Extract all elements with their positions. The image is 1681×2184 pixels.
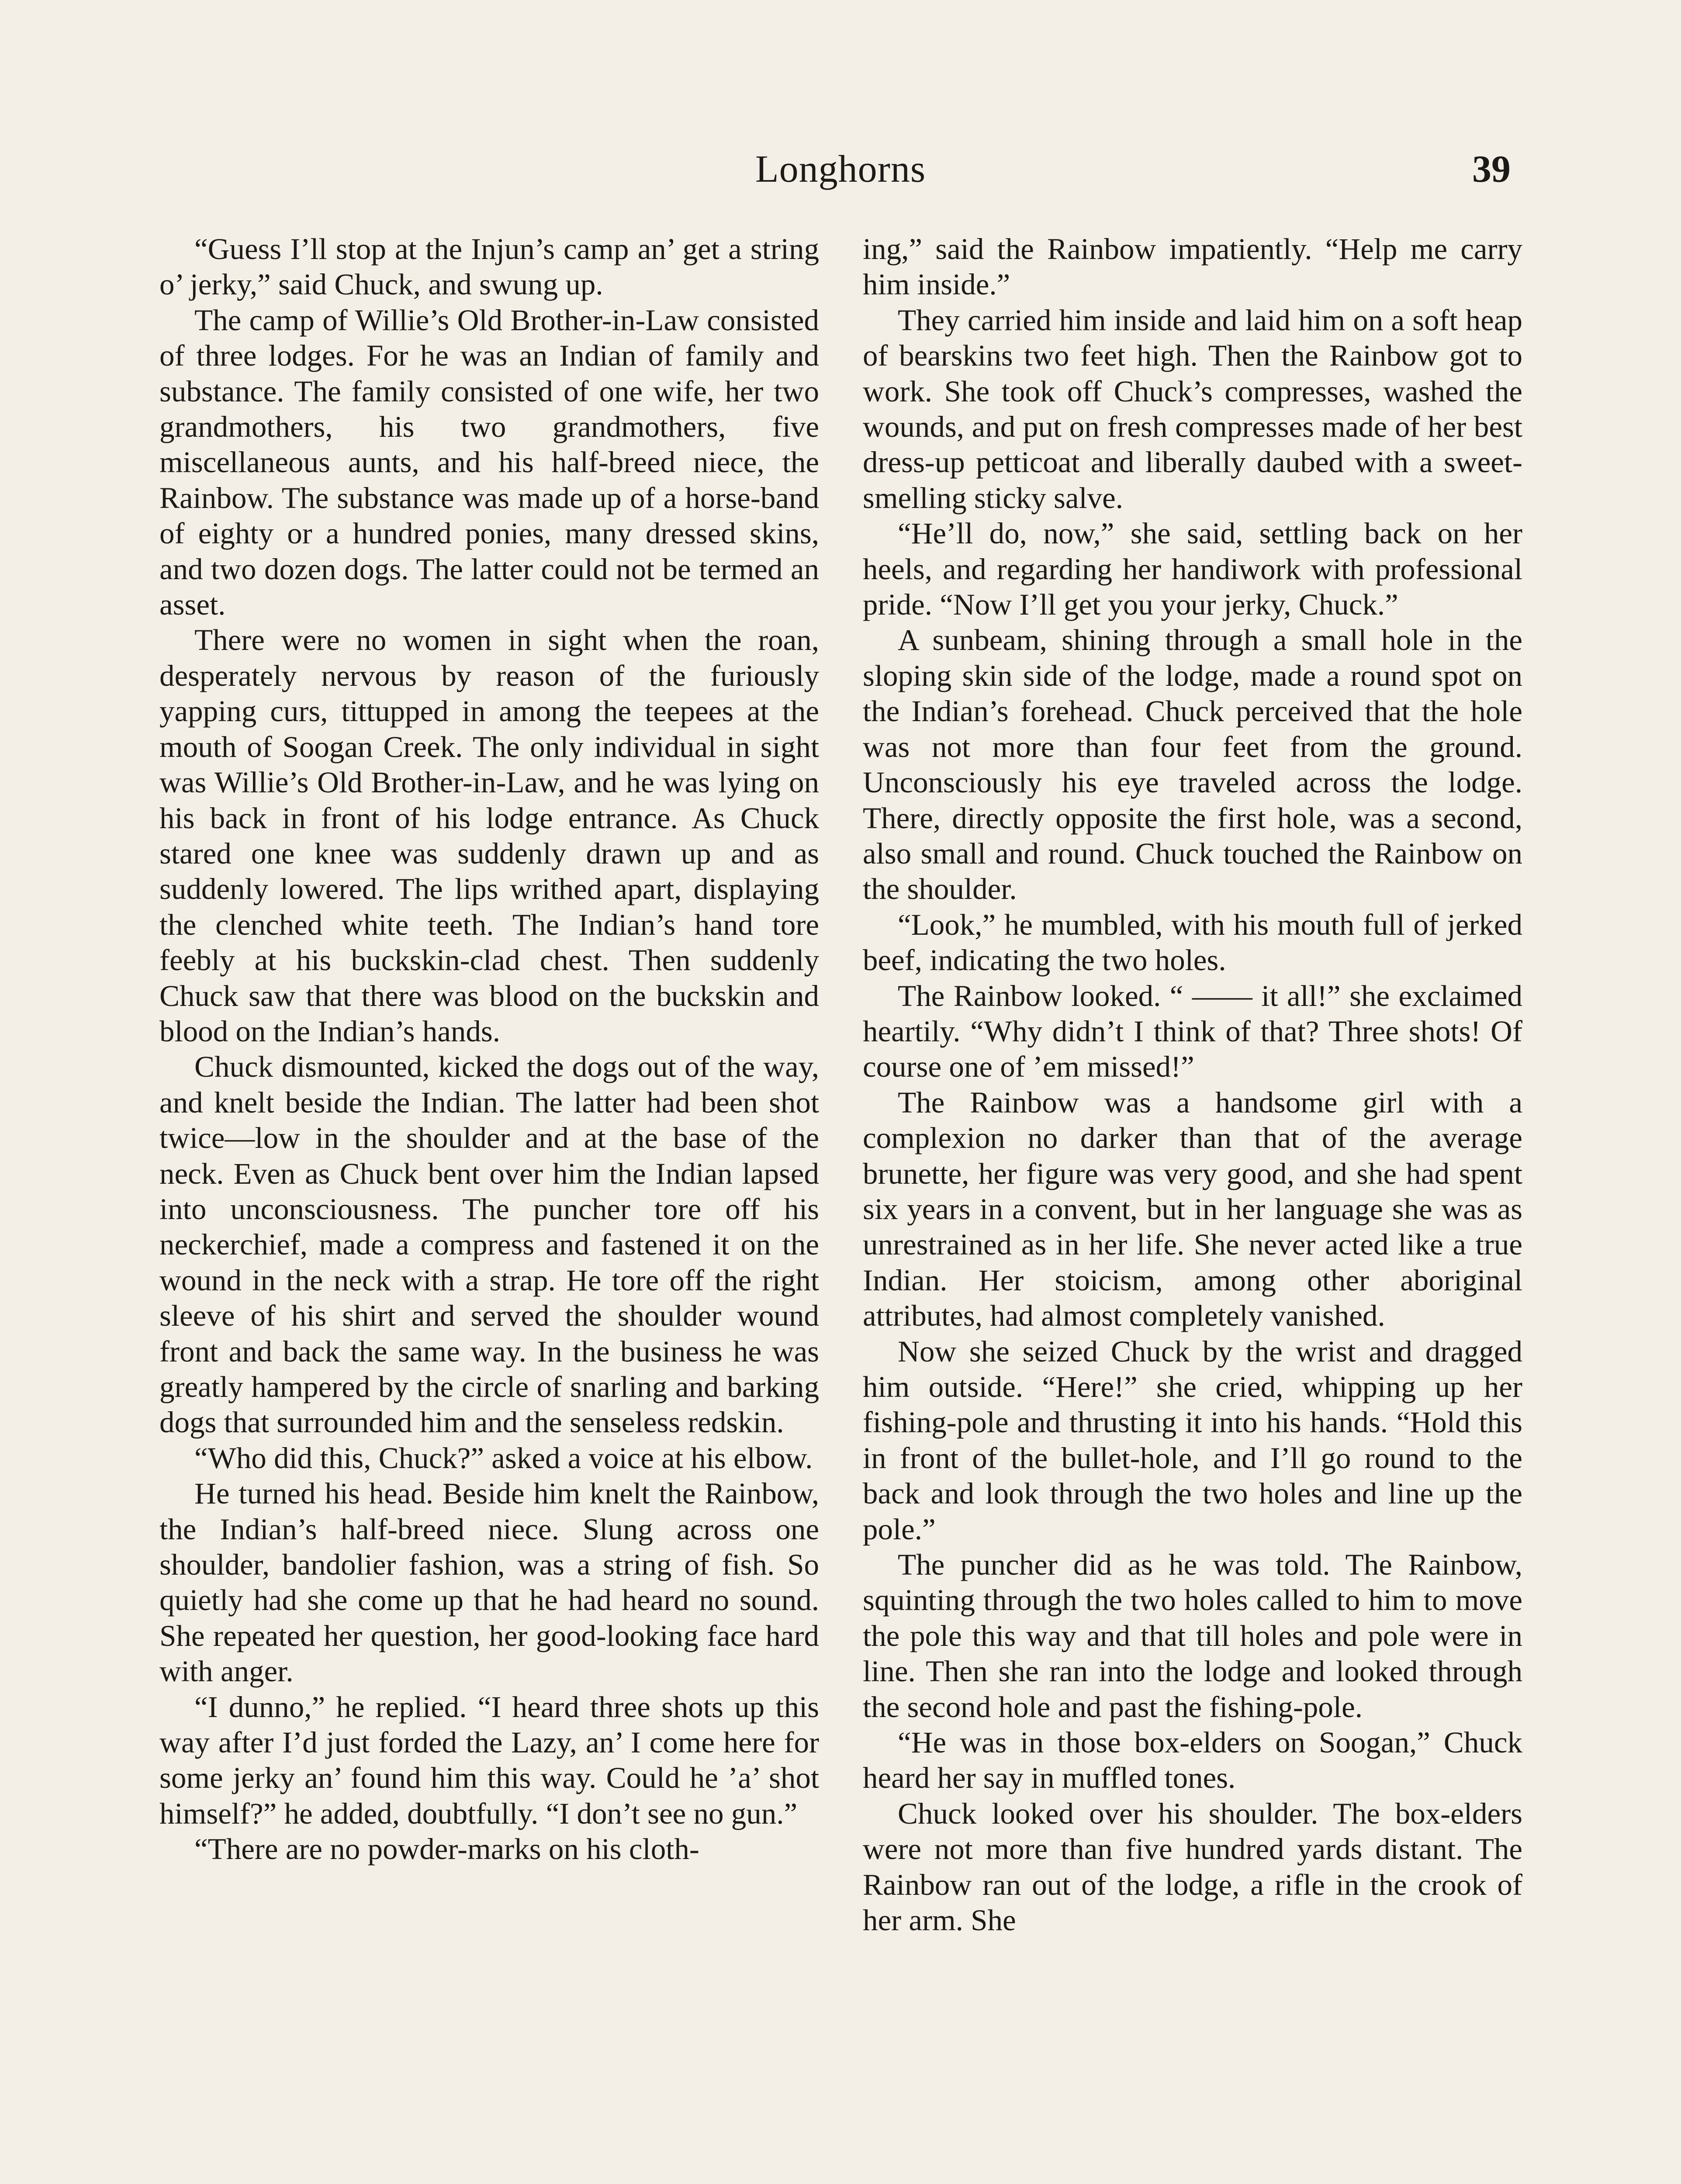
running-header-title: Longhorns xyxy=(755,148,926,190)
paragraph: Now she seized Chuck by the wrist and dragged him outside. “Here!” she cried, whipping up her fishing-pole and thrusting it into his hands. “Hold this in front of the bullet-hole, and I’ll go round to the back and look through the two holes and line up the pole.” xyxy=(863,1334,1522,1546)
paragraph: “Who did this, Chuck?” asked a voice at his elbow. xyxy=(194,1441,813,1475)
paragraph: There were no women in sight when the roan, desperately nervous by reason of the furiously yapping curs, tittupped in among the teepees at the mouth of Soogan Creek. The only individual in sight was Willie’s Old Brother-in-Law, and he was lying on his back in front of his lodge entrance. As Chuck stared one knee was suddenly drawn up and as suddenly lowered. The lips writhed apart, displaying the clenched white teeth. The Indian’s hand tore feebly at his buckskin-clad chest. Then suddenly Chuck saw that there was blood on the buckskin and blood on the Indian’s hands. xyxy=(159,623,819,1048)
paragraph: Chuck looked over his shoulder. The box-elders were not more than five hundred yards distant. The Rainbow ran out of the lodge, a rifle in the crook of her arm. She xyxy=(863,1797,1522,1937)
paragraph: They carried him inside and laid him on a soft heap of bearskins two feet high. Then the Rainbow got to work. She took off Chuck’s compresses, washed the wounds, and put on fresh compresses made of her best dress-up petticoat and liberally daubed with a sweet-smelling sticky salve. xyxy=(863,303,1522,515)
paragraph: “He was in those box-elders on Soogan,” Chuck heard her say in muffled tones. xyxy=(863,1726,1522,1795)
paragraph: “Look,” he mumbled, with his mouth full of jerked beef, indicating the two holes. xyxy=(863,908,1522,977)
paragraph-continued: ing,” said the Rainbow impatiently. “Help me carry him inside.” xyxy=(863,232,1522,301)
right-column xyxy=(863,232,1522,1939)
paragraph: The puncher did as he was told. The Rainbow, squinting through the two holes called to him to move the pole this way and that till holes and pole were in line. Then she ran into the lodge and looked through the second hole and past the fishing-pole. xyxy=(863,1548,1522,1724)
paragraph: He turned his head. Beside him knelt the Rainbow, the Indian’s half-breed niece. Slung across one shoulder, bandolier fashion, was a string of fish. So quietly had she come up that he had heard no sound. She repeated her question, her good-looking face hard with anger. xyxy=(159,1477,819,1688)
paragraph: “He’ll do, now,” she said, settling back on her heels, and regarding her handiwork with professional pride. “Now I’ll get you your jerky, Chuck.” xyxy=(863,517,1522,622)
paragraph: “There are no powder-marks on his cloth- xyxy=(194,1832,699,1866)
paragraph: The Rainbow looked. “ —— it all!” she exclaimed heartily. “Why didn’t I think of that? Three shots! Of course one of ’em missed!” xyxy=(863,979,1522,1084)
paragraph: “I dunno,” he replied. “I heard three shots up this way after I’d just forded the Lazy, an’ I come here for some jerky an’ found him this way. Could he ’a’ shot himself?” he added, doubtfully. “I don’t see no gun.” xyxy=(159,1690,819,1830)
paragraph: The camp of Willie’s Old Brother-in-Law consisted of three lodges. For he was an Indian of family and substance. The family consisted of one wife, her two grandmothers, his two grandmothers, five miscellaneous aunts, and his half-breed niece, the Rainbow. The substance was made up of a horse-band of eighty or a hundred ponies, many dressed skins, and two dozen dogs. The latter could not be termed an asset. xyxy=(159,303,819,622)
left-column xyxy=(159,232,819,1867)
paragraph: Chuck dismounted, kicked the dogs out of the way, and knelt beside the Indian. The latter had been shot twice—low in the shoulder and at the base of the neck. Even as Chuck bent over him the Indian lapsed into unconsciousness. The puncher tore off his neckerchief, made a compress and fastened it on the wound in the neck with a strap. He tore off the right sleeve of his shirt and served the shoulder wound front and back the same way. In the business he was greatly hampered by the circle of snarling and barking dogs that surrounded him and the senseless redskin. xyxy=(159,1050,819,1439)
page-number: 39 xyxy=(1472,148,1511,190)
paragraph: “Guess I’ll stop at the Injun’s camp an’ get a string o’ jerky,” said Chuck, and swung up. xyxy=(159,232,819,301)
paragraph: A sunbeam, shining through a small hole in the sloping skin side of the lodge, made a round spot on the Indian’s forehead. Chuck perceived that the hole was not more than four feet from the ground. Unconsciously his eye traveled across the lodge. There, directly opposite the first hole, was a second, also small and round. Chuck touched the Rainbow on the shoulder. xyxy=(863,623,1522,906)
paragraph: The Rainbow was a handsome girl with a complexion no darker than that of the average brunette, her figure was very good, and she had spent six years in a convent, but in her language she was as unrestrained as in her life. She never acted like a true Indian. Her stoicism, among other aboriginal attributes, had almost completely vanished. xyxy=(863,1085,1522,1333)
